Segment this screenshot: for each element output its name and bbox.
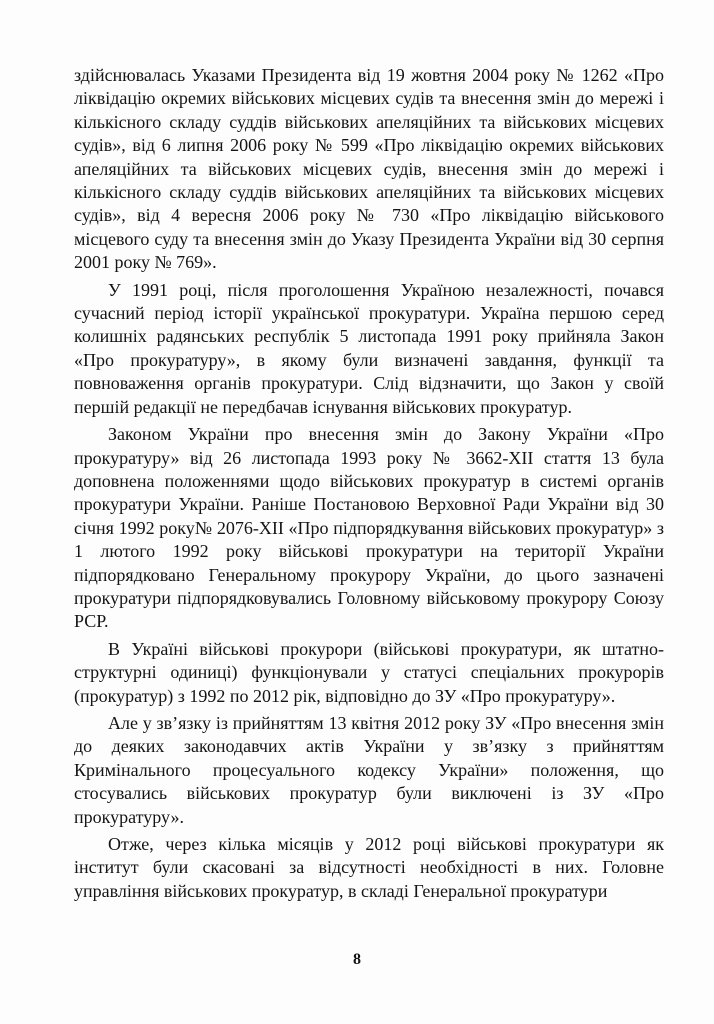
paragraph: здійснювалась Указами Президента від 19 жовтня 2004 року № 1262 «Про ліквідацію окремих військових місцевих судів та внесення змін до мережі і кількісного складу суддів військових апеляційних та військових місцевих судів», від 6 липня 2006 року № 599 «Про ліквідацію окремих військових апеляційних та військових місцевих судів, внесення змін до мережі і кількісного складу суддів військових апеляційних та військових місцевих судів», від 4 вересня 2006 року № 730 «Про ліквідацію військового місцевого суду та внесення змін до Указу Президента України від 30 серпня 2001 року № 769». (74, 65, 664, 273)
paragraph: Отже, через кілька місяців у 2012 році військові прокуратури як інститут були скасовані за відсутності необхідності в них. Головне управління військових прокуратур, в складі Генеральної прокуратури (74, 834, 664, 901)
page-number: 8 (353, 951, 361, 968)
body-text (74, 64, 664, 907)
paragraph: Законом України про внесення змін до Закону України «Про прокуратуру» від 26 листопада 1993 року № 3662-XII стаття 13 була доповнена положеннями щодо військових прокуратур в системі органів прокуратури України. Раніше Постановою Верховної Ради України від 30 січня 1992 року№ 2076-XII «Про підпорядкування військових прокуратур» з 1 лютого 1992 року військові прокуратури на території України підпорядковано Генеральному прокурору України, до цього зазначені прокуратури підпорядковувались Головному військовому прокурору Союзу РСР. (74, 424, 664, 632)
paragraph: Але у зв’язку із прийняттям 13 квітня 2012 року ЗУ «Про внесення змін до деяких законодавчих актів України у зв’язку з прийняттям Кримінального процесуального кодексу України» положення, що стосувались військових прокуратур були виключені із ЗУ «Про прокуратуру». (74, 712, 664, 827)
paragraph: В Україні військові прокурори (військові прокуратури, як штатно-структурні одиниці) функціонували у статусі спеціальних прокурорів (прокуратур) з 1992 по 2012 рік, відповідно до ЗУ «Про прокуратуру». (74, 638, 664, 706)
paragraph: У 1991 році, після проголошення Україною незалежності, почався сучасний період історії української прокуратури. Україна першою серед колишніх радянських республік 5 листопада 1991 року прийняла Закон «Про прокуратуру», в якому були визначені завдання, функції та повноваження органів прокуратури. Слід відзначити, що Закон у своїй першій редакції не передбачав існування військових прокуратур. (74, 279, 664, 417)
